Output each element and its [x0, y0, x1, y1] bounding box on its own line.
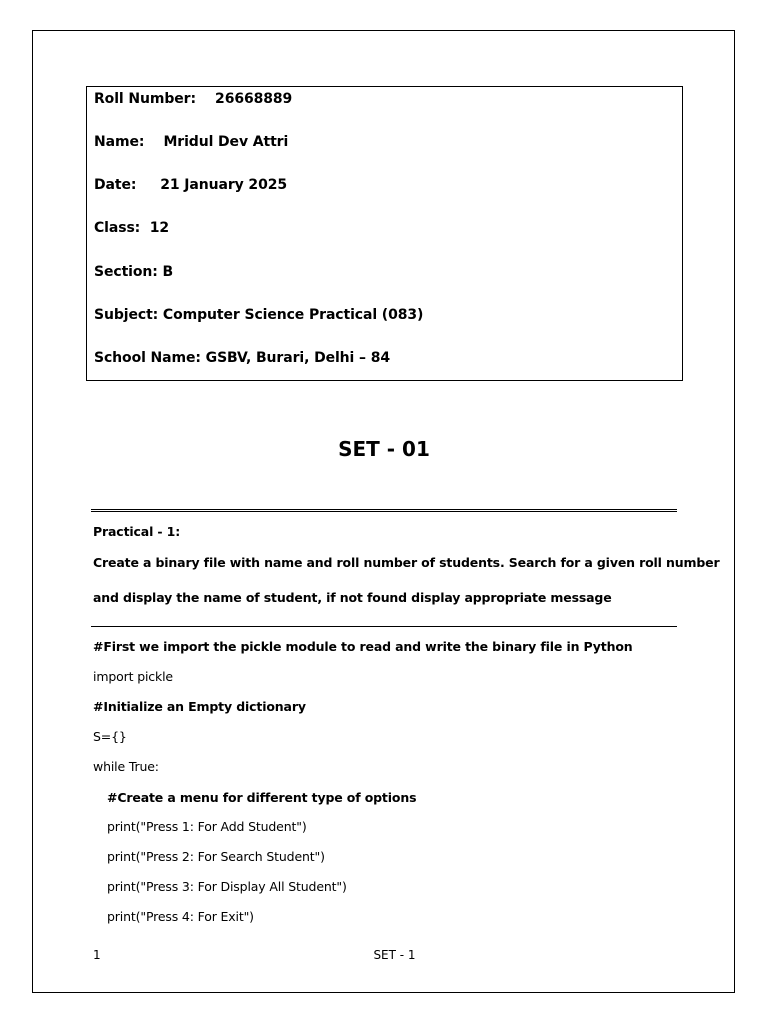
class: Class: 12 — [94, 220, 170, 236]
code-comment: #Initialize an Empty dictionary — [93, 699, 306, 714]
code-line: print("Press 1: For Add Student") — [107, 819, 307, 834]
code-line: import pickle — [93, 669, 173, 684]
question-line-2: and display the name of student, if not found display appropriate message — [93, 590, 612, 605]
student-info-box — [86, 86, 683, 381]
footer-set-label: SET - 1 — [373, 948, 416, 962]
code-line: print("Press 3: For Display All Student") — [107, 879, 347, 894]
code-line: S={} — [93, 729, 127, 744]
student-name: Name: Mridul Dev Attri — [94, 134, 289, 150]
code-line: print("Press 4: For Exit") — [107, 909, 254, 924]
code-line: while True: — [93, 759, 159, 774]
question-line-1: Create a binary file with name and roll number of students. Search for a given roll number — [93, 555, 720, 570]
code-comment: #First we import the pickle module to read and write the binary file in Python — [93, 639, 633, 654]
code-line: print("Press 2: For Search Student") — [107, 849, 325, 864]
practical-heading: Practical - 1: — [93, 524, 181, 539]
double-divider — [91, 509, 677, 512]
subject: Subject: Computer Science Practical (083) — [94, 307, 424, 323]
date: Date: 21 January 2025 — [94, 177, 287, 193]
divider — [91, 626, 677, 627]
page-number: 1 — [93, 948, 101, 962]
school-name: School Name: GSBV, Burari, Delhi – 84 — [94, 350, 390, 366]
roll-number: Roll Number: 26668889 — [94, 91, 293, 107]
set-title: SET - 01 — [338, 437, 430, 461]
code-comment: #Create a menu for different type of options — [107, 790, 417, 805]
section: Section: B — [94, 264, 174, 280]
